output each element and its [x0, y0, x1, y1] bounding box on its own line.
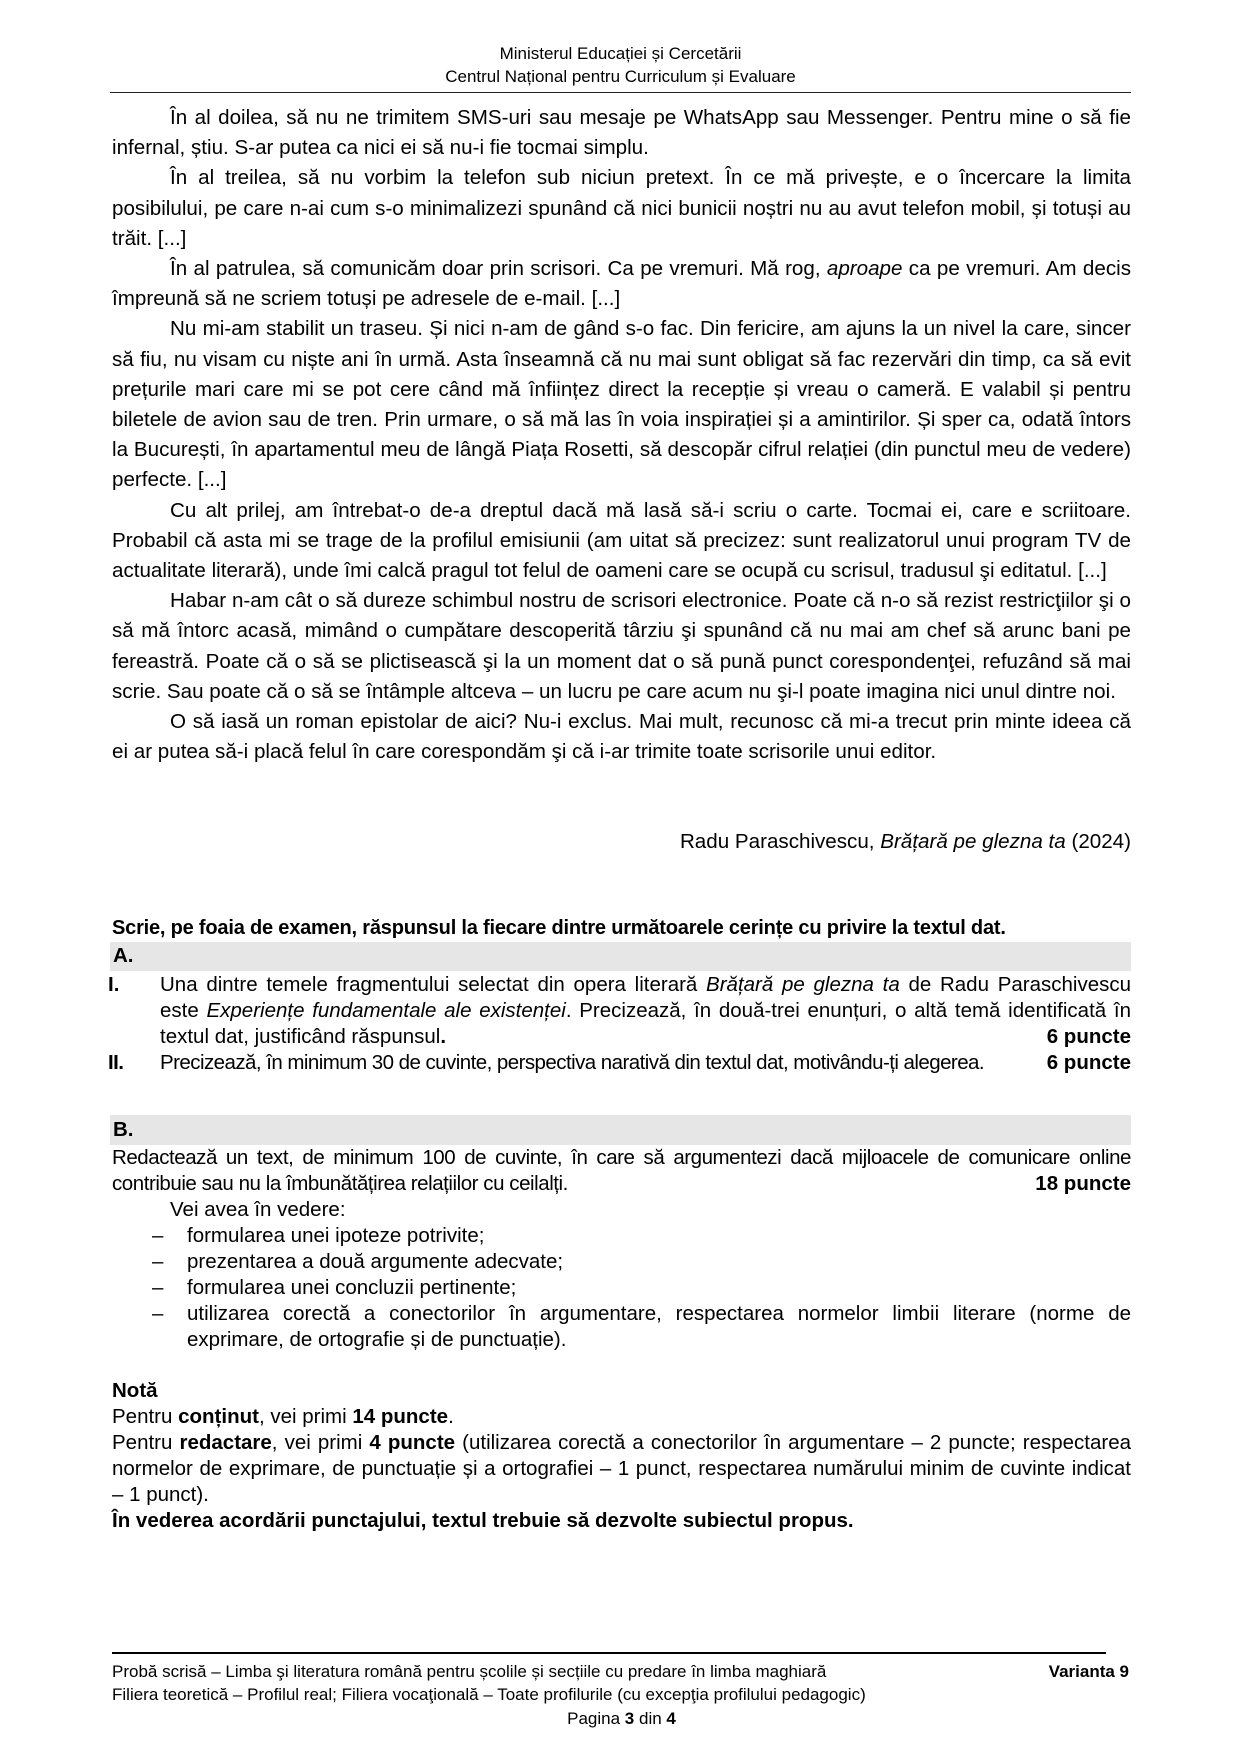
question-points: 6 puncte: [1046, 1051, 1131, 1074]
footer-page-number: [112, 1708, 1131, 1730]
question-ii: [100, 1050, 1131, 1076]
note-content-points: [112, 1404, 1131, 1430]
criteria-item: [112, 1249, 1131, 1275]
note-keyword: redactare: [179, 1431, 272, 1454]
passage-emphasis: aproape: [826, 257, 903, 281]
question-text: [160, 1050, 1131, 1076]
work-title: Brățară pe glezna ta: [706, 973, 900, 996]
note-final: În vederea acordării punctajului, textul trebuie să dezvolte subiectul propus.: [112, 1509, 854, 1532]
page-total: 4: [666, 1709, 676, 1728]
passage-source: [680, 827, 1131, 857]
note-redactare-points: [112, 1430, 1131, 1508]
section-b-task: [112, 1145, 1131, 1353]
criteria-list: [112, 1223, 1131, 1353]
dash-bullet-icon: –: [152, 1276, 164, 1299]
criteria-text: prezentarea a două argumente adecvate;: [187, 1250, 564, 1273]
page-current: 3: [624, 1709, 635, 1728]
criteria-lead: Vei avea în vedere:: [170, 1198, 346, 1221]
source-author: Radu Paraschivescu,: [679, 830, 881, 853]
passage-paragraph: În al doilea, să nu ne trimitem SMS-uri sau mesaje pe WhatsApp sau Messenger. Pentru mine o să fie infernal, știu. S-ar putea ca nici ei să nu-i fie tocmai simplu.: [112, 106, 1131, 160]
note-points: 4 puncte: [369, 1431, 456, 1454]
source-year: (2024): [1065, 830, 1131, 853]
header-center: Centrul Național pentru Curriculum și Evaluare: [445, 67, 796, 86]
note-text: (utilizarea corectă a conectorilor în argumentare – 2 puncte; respectarea normelor de exprimare, de punctuație și a ortografiei – 1 punct, respectarea numărului minim de cuvinte indicat – 1 punct).: [112, 1431, 1131, 1506]
question-points: 6 puncte: [1046, 1025, 1131, 1048]
passage-paragraph: Habar n-am cât o să dureze schimbul nostru de scrisori electronice. Poate că n-o să rezist restricţiilor şi o să mă întorc acasă, mimând o cumpătare descoperită târziu şi spunând că nu mai am chef să arunc bani pe fereastră. Poate că o să se plictisească şi la un moment dat o să pună punct corespondenţei, refuzând să mai scrie. Sau poate că o să se întâmple altceva – un lucru pe care acum nu şi-l poate imagina nici unul dintre noi.: [112, 589, 1131, 703]
question-text-part: Precizează, în minimum 30 de cuvinte, perspectiva narativă din textul dat, motivându-ți alegerea.: [160, 1051, 985, 1074]
question-number: I.: [108, 973, 120, 996]
question-text-part: . Precizează, în două-trei enunțuri, o altă temă identificată în textul dat, justificând răspunsul: [160, 999, 1131, 1048]
criteria-text: utilizarea corectă a conectorilor în argumentare, respectarea normelor limbii literare (norme de exprimare, de ortografie și de punctuație).: [187, 1302, 1131, 1351]
criteria-item: [112, 1275, 1131, 1301]
question-text-part: de Radu Paraschivescu este: [160, 973, 1131, 1022]
note-points: 14 puncte: [352, 1405, 449, 1428]
passage-paragraph: [112, 254, 1131, 314]
question-i: [100, 972, 1131, 1050]
dash-bullet-icon: –: [152, 1302, 164, 1325]
footer-subject: Probă scrisă – Limba şi literatura română pentru școlile și secțiile cu predare în limba maghiară: [112, 1662, 827, 1681]
passage-text: ca pe vremuri. Am decis împreună să ne scriem totuși pe adresele de e-mail. [...]: [112, 257, 1131, 311]
passage-paragraph: Nu mi-am stabilit un traseu. Și nici n-am de gând s-o fac. Din fericire, am ajuns la un nivel la care, sincer să fiu, nu visam cu niște ani în urmă. Asta înseamnă că nu mai sunt obligat să fac rezervări din timp, ca să evit prețurile mari care mi se pot cere când mă înființez direct la recepție și vreau o cameră. E valabil și pentru biletele de avion sau de tren. Prin urmare, o să mă las în voia inspirației și a amintirilor. Și sper ca, odată întors la București, în apartamentul meu de lângă Piața Rosetti, să descopăr cifrul relației (din punctul meu de vedere) perfecte. [...]: [112, 317, 1131, 492]
theme-name: Experiențe fundamentale ale existenței: [206, 999, 566, 1022]
page-label: Pagina: [567, 1709, 625, 1728]
essay-task-text: Redactează un text, de minimum 100 de cuvinte, în care să argumentezi dacă mijloacele de comunicare online contribuie sau nu la îmbunătățirea relațiilor cu ceilalți.: [112, 1146, 1131, 1195]
note-text: , vei primi: [258, 1405, 353, 1428]
note-text: , vei primi: [271, 1431, 370, 1454]
footer-exam-title: [112, 1661, 1131, 1683]
passage-paragraph: Cu alt prilej, am întrebat-o de-a dreptul dacă mă lasă să-i scriu o carte. Tocmai ei, care e scriitoare. Probabil că asta mi se trage de la profilul emisiunii (am uitat să precizez: sunt realizatorul unui program TV de actualitate literară), unde îmi calcă pragul tot felul de oameni care se ocupă cu scrisul, tradusul şi editatul. [...]: [112, 498, 1131, 583]
criteria-text: formularea unei ipoteze potrivite;: [187, 1224, 485, 1247]
section-a-header: A.: [110, 942, 1131, 971]
exam-instructions: Scrie, pe foaia de examen, răspunsul la fiecare dintre următoarele cerințe cu privire la textul dat.: [112, 917, 1006, 939]
passage-paragraph: O să iasă un roman epistolar de aici? Nu-i exclus. Mai mult, recunosc că mi-a trecut prin minte ideea că ei ar putea să-i placă felul în care corespondăm şi că i-ar trimite toate scrisorile unui editor.: [112, 710, 1131, 764]
footer-variant: Varianta 9: [1048, 1662, 1129, 1681]
question-text: [160, 972, 1131, 1050]
page-of: din: [634, 1709, 667, 1728]
note-title: Notă: [112, 1379, 158, 1402]
footer-divider: [112, 1652, 1106, 1654]
footer-profile: Filiera teoretică – Profilul real; Filiera vocaţională – Toate profilurile (cu excepţia profilului pedagogic): [112, 1685, 866, 1704]
note-keyword: conținut: [178, 1405, 259, 1428]
section-b-header: B.: [110, 1115, 1131, 1145]
header-ministry: Ministerul Educației și Cercetării: [499, 44, 742, 63]
question-number: II.: [108, 1051, 124, 1074]
dash-bullet-icon: –: [152, 1250, 164, 1273]
note-text: Pentru: [112, 1431, 180, 1454]
criteria-item: [112, 1223, 1131, 1249]
note-text: .: [448, 1405, 454, 1428]
header-divider: [110, 92, 1131, 93]
note-text: Pentru: [112, 1405, 179, 1428]
essay-task: [112, 1145, 1131, 1197]
criteria-text: formularea unei concluzii pertinente;: [187, 1276, 517, 1299]
literary-passage: [112, 103, 1131, 767]
question-text-part: Una dintre temele fragmentului selectat din opera literară: [160, 973, 707, 996]
passage-text: În al patrulea, să comunicăm doar prin scrisori. Ca pe vremuri. Mă rog,: [170, 257, 827, 281]
grading-note: [112, 1378, 1131, 1534]
question-text-part: .: [440, 1025, 447, 1048]
dash-bullet-icon: –: [152, 1224, 164, 1247]
criteria-item: [112, 1301, 1131, 1353]
passage-paragraph: În al treilea, să nu vorbim la telefon sub niciun pretext. În ce mă privește, e o încercare la limita posibilului, pe care n-ai cum s-o minimalizezi spunând că nici bunicii noștri nu au avut telefon mobil, și totuși au trăit. [...]: [112, 166, 1131, 250]
essay-points: 18 puncte: [1035, 1172, 1131, 1195]
source-title: Brățară pe glezna ta: [880, 830, 1066, 853]
